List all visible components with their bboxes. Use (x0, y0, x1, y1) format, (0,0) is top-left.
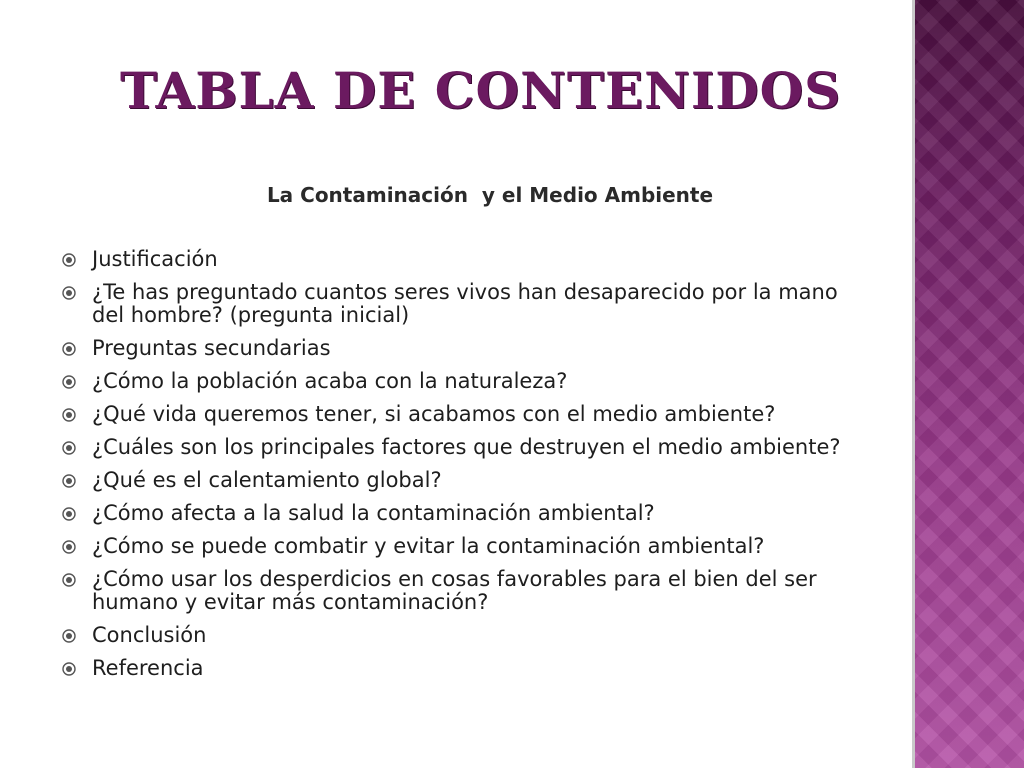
list-item-text: ¿Cómo la población acaba con la naturaleza? (92, 369, 568, 393)
list-item (60, 281, 860, 327)
list-item (60, 535, 860, 558)
circled-dot-icon (62, 629, 76, 643)
list-item (60, 502, 860, 525)
circled-dot-icon (62, 662, 76, 676)
circled-dot-icon (62, 342, 76, 356)
circled-dot-icon (62, 286, 76, 300)
circled-dot-icon (62, 540, 76, 554)
list-item (60, 370, 860, 393)
list-item-text: Preguntas secundarias (92, 336, 331, 360)
list-item-text: Conclusión (92, 623, 207, 647)
circled-dot-icon (62, 375, 76, 389)
decorative-side-band (912, 0, 1024, 768)
circled-dot-icon (62, 507, 76, 521)
circled-dot-icon (62, 408, 76, 422)
list-item-text: ¿Te has preguntado cuantos seres vivos han desaparecido por la mano del hombre? (pregunta inicial) (92, 280, 838, 327)
list-item (60, 436, 860, 459)
list-item-text: ¿Cómo usar los desperdicios en cosas favorables para el bien del ser humano y evitar más contaminación? (92, 567, 817, 614)
list-item (60, 469, 860, 492)
list-item-text: ¿Cómo afecta a la salud la contaminación ambiental? (92, 501, 655, 525)
list-item-text: ¿Cómo se puede combatir y evitar la contaminación ambiental? (92, 534, 765, 558)
list-item (60, 624, 860, 647)
circled-dot-icon (62, 253, 76, 267)
list-item (60, 403, 860, 426)
list-item-text: ¿Cuáles son los principales factores que destruyen el medio ambiente? (92, 435, 841, 459)
circled-dot-icon (62, 573, 76, 587)
slide-subtitle: La Contaminación y el Medio Ambiente (266, 183, 714, 207)
list-item-text: Justificación (92, 247, 218, 271)
list-item (60, 337, 860, 360)
list-item-text: Referencia (92, 656, 204, 680)
circled-dot-icon (62, 474, 76, 488)
list-item (60, 248, 860, 271)
circled-dot-icon (62, 441, 76, 455)
slide-title: TABLA DE CONTENIDOS (120, 61, 842, 120)
list-item (60, 657, 860, 680)
list-item-text: ¿Qué vida queremos tener, si acabamos con el medio ambiente? (92, 402, 776, 426)
table-of-contents-list (60, 248, 860, 690)
list-item-text: ¿Qué es el calentamiento global? (92, 468, 442, 492)
list-item (60, 568, 860, 614)
side-band-edge (912, 0, 915, 768)
